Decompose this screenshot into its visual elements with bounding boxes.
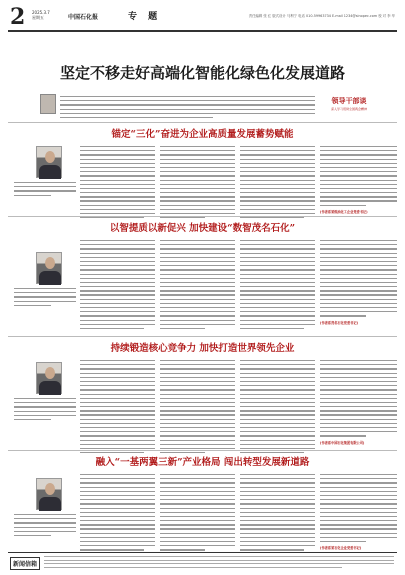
author-3-photo xyxy=(36,362,62,394)
section-2-col-4 xyxy=(320,240,397,325)
section-4-col-3 xyxy=(240,474,315,554)
author-4-photo xyxy=(36,478,62,510)
author-4-caption xyxy=(14,514,76,539)
section-2-title: 以智提质以新促兴 加快建设“数智茂名石化” xyxy=(109,223,296,234)
paper-name: 中国石化报 xyxy=(68,14,99,21)
intro-text xyxy=(60,96,315,121)
section-2-col-2 xyxy=(160,240,235,332)
section-3-col-3 xyxy=(240,360,315,456)
intro-photo xyxy=(40,94,56,114)
section-1-title: 锚定“三化”奋进为企业高质量发展蓄势赋能 xyxy=(111,129,294,140)
author-2-caption xyxy=(14,288,76,309)
section-4-col-2 xyxy=(160,474,235,554)
page-header xyxy=(8,4,397,32)
section-1-col-4 xyxy=(320,146,397,214)
column-logo: 领导干部谈 深入学习贯彻全国两会精神 xyxy=(330,96,367,111)
section-4-col-1 xyxy=(80,474,155,554)
section-4-title: 融入“一基两翼三新”产业格局 闯出转型发展新道路 xyxy=(95,457,310,468)
section-3-title: 持续锻造核心竞争力 加快打造世界领先企业 xyxy=(110,343,295,354)
section-2-col-3 xyxy=(240,240,315,332)
footer-text xyxy=(44,556,394,571)
section-3-author-note: (作者系中国石化集团有限公司) xyxy=(320,440,365,445)
section-4-author-note: (作者系某石化企业党委书记) xyxy=(320,546,362,551)
section-4-col-4 xyxy=(320,474,397,550)
section-3-col-4 xyxy=(320,360,397,445)
author-3-caption xyxy=(14,398,76,423)
section-name: 专 题 xyxy=(128,12,162,22)
footer-label: 新闻信箱 xyxy=(10,557,40,570)
page-number: 2 xyxy=(10,4,26,30)
section-2-col-1 xyxy=(80,240,155,332)
section-1-col-3 xyxy=(240,146,315,221)
section-1-col-1 xyxy=(80,146,155,221)
section-3-col-2 xyxy=(160,360,235,456)
author-1-photo xyxy=(36,146,62,178)
section-1-col-2 xyxy=(160,146,235,221)
author-1-caption xyxy=(14,182,76,199)
page-headline: 坚定不移走好高端化智能化绿色化发展道路 xyxy=(59,64,345,82)
page-footer xyxy=(8,552,397,570)
section-2-author-note: (作者系茂名石化党委书记) xyxy=(320,320,358,325)
author-2-photo xyxy=(36,252,62,284)
issue-date: 2025.3.7 星期五 xyxy=(32,10,50,20)
section-3-col-1 xyxy=(80,360,155,456)
section-1-author-note: (作者系某炼油化工企业党委书记) xyxy=(320,209,368,214)
editors-line: 责任编辑 张 红 版式设计 马利宁 电话 010-59963734 E-mail 1234@sinopec.com 校 对 李 华 xyxy=(248,14,395,18)
